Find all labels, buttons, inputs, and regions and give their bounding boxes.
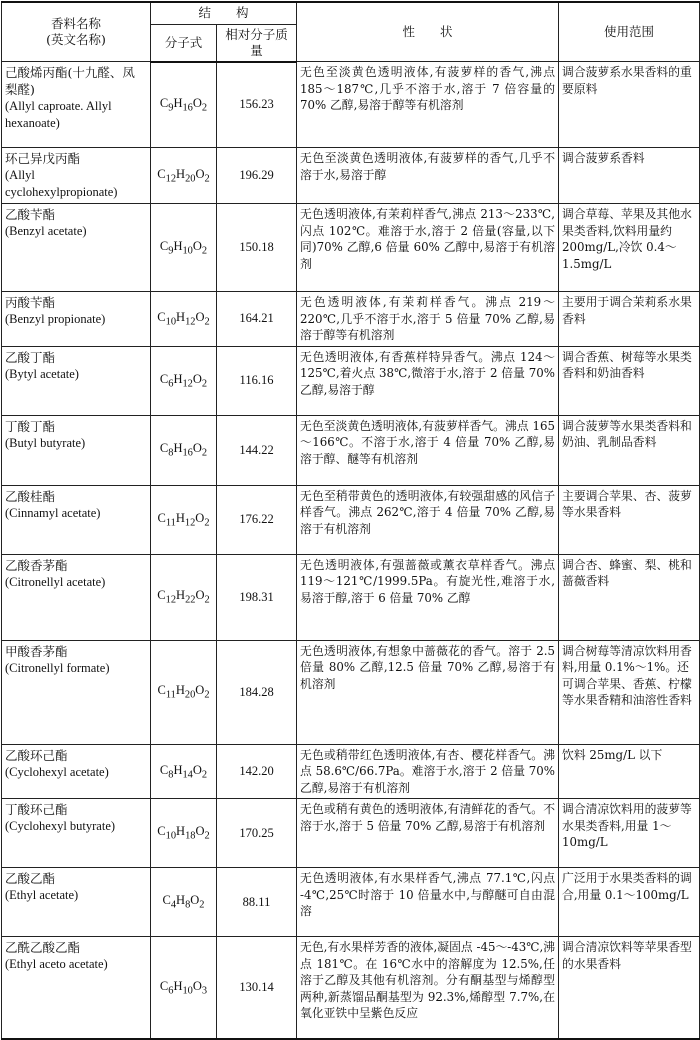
formula-subscript: 2: [201, 769, 208, 780]
table-row: [2, 744, 700, 799]
cell-formula: [151, 346, 217, 415]
cell-name: [2, 744, 151, 799]
formula-element: O: [195, 310, 205, 324]
formula-element: O: [190, 893, 200, 908]
cell-formula: [151, 62, 217, 148]
formula-element: H: [176, 166, 186, 181]
cell-formula: [151, 204, 217, 292]
table-header: [2, 2, 700, 62]
formula-element: H: [176, 824, 186, 839]
cell-formula: [151, 485, 217, 554]
cell-name: [2, 554, 151, 640]
cell-name: [2, 204, 151, 292]
formula-subscript: 20: [185, 173, 196, 185]
formula-subscript: 2: [204, 316, 210, 328]
formula-element: O: [192, 371, 202, 386]
name-en: (Allyl cyclohexylpropionate): [5, 168, 118, 199]
name-en: (Ethyl aceto acetate): [5, 957, 108, 971]
name-cn: 乙酸桂酯: [5, 488, 56, 504]
cell-name: [2, 868, 151, 937]
cell-property: 无色或稍有黄色的透明液体,有清鲜花的香气。不溶于水,溶于 5 倍量 70% 乙醇,易溶于有机溶剂: [297, 799, 559, 868]
formula-subscript: 2: [201, 102, 208, 114]
cell-usage: 广泛用于水果类香料的调合,用量 0.1～100mg/L: [559, 868, 700, 937]
name-en: (Ethyl acetate): [5, 888, 79, 902]
formula-subscript: 9: [168, 102, 174, 114]
formula-element: C: [162, 893, 171, 908]
formula-subscript: 8: [185, 899, 191, 911]
formula-subscript: 2: [201, 447, 208, 459]
formula-subscript: 22: [185, 594, 196, 606]
formula-subscript: 20: [184, 689, 196, 701]
header-usage: 使用范围: [559, 2, 700, 62]
cell-property: 无色透明液体,有茉莉样香气。沸点 219～220℃,几乎不溶于水,溶于 5 倍量 70% 乙醇,易溶于醇等有机溶剂: [297, 292, 559, 347]
cell-usage: 调合草莓、苹果及其他水果类香料,饮料用量约 200mg/L,冷饮 0.4～1.5mg/L: [559, 204, 700, 292]
formula-element: C: [157, 683, 166, 698]
formula-element: O: [195, 824, 205, 839]
name-cn: 乙酸苄酯: [5, 207, 56, 222]
table-row: [2, 799, 700, 868]
table-row: [2, 204, 700, 292]
formula-element: C: [157, 824, 166, 839]
formula-subscript: 14: [182, 769, 193, 780]
cell-property: 无色或稍带红色透明液体,有杏、樱花样香气。沸点 58.6℃/66.7Pa。难溶于水,溶于 2 倍量 70% 乙醇,易溶于有机溶剂: [297, 744, 559, 799]
formula-subscript: 16: [182, 447, 193, 459]
cell-formula: [151, 292, 217, 347]
formula-subscript: 12: [185, 316, 196, 328]
formula-element: C: [157, 510, 166, 525]
name-cn: 甲酸香茅酯: [5, 643, 68, 659]
cell-property: 无色透明液体,有香蕉样特异香气。沸点 124～125℃,着火点 38℃,微溶于水,溶于 2 倍量 70% 乙醇,易溶于醇: [297, 346, 559, 415]
name-en: (Cyclohexyl acetate): [5, 764, 109, 779]
table-row: [2, 868, 700, 937]
cell-formula: [151, 799, 217, 868]
formula-element: O: [195, 166, 205, 181]
formula-element: C: [159, 441, 169, 456]
formula-subscript: 11: [165, 689, 176, 701]
header-formula: 分子式: [151, 24, 217, 62]
formula-element: O: [195, 683, 205, 698]
cell-property: 无色透明液体,有水果样香气,沸点 77.1℃,闪点 -4℃,25℃时溶于 10 倍量水中,与醇醚可自由混溶: [297, 868, 559, 937]
table-row: [2, 554, 700, 640]
cell-mass: 144.22: [217, 415, 297, 485]
name-en: (Allyl caproate. Allyl hexanoate): [5, 99, 112, 130]
formula-element: O: [195, 510, 205, 525]
formula-element: H: [175, 510, 185, 525]
cell-property: 无色,有水果样芳香的液体,凝固点 -45～-43℃,沸点 181℃。在 16℃水中的溶解度为 12.5%,任溶于乙醇及其他有机溶剂。分有酮基型与烯醇型两种,新蒸馏品酮基型为 92.3%,烯醇型 7.7%,在氧化亚铁中呈紫色反应: [297, 937, 559, 1039]
cell-formula: [151, 640, 217, 744]
formula-subscript: 2: [201, 378, 208, 390]
name-cn: 乙酸环己酯: [5, 747, 68, 763]
formula-element: C: [159, 96, 169, 110]
cell-mass: 170.25: [217, 799, 297, 868]
formula-element: H: [176, 588, 186, 603]
name-en: (Benzyl propionate): [5, 312, 106, 326]
cell-usage: 调合菠萝系水果香料的重要原料: [559, 62, 700, 148]
formula-element: C: [159, 978, 169, 993]
formula-element: H: [173, 978, 183, 993]
formula-subscript: 11: [165, 517, 176, 529]
formula-element: O: [192, 96, 202, 110]
formula-subscript: 2: [204, 689, 210, 701]
formula-element: H: [173, 371, 183, 386]
table-row: [2, 148, 700, 204]
cell-mass: 184.28: [217, 640, 297, 744]
cell-mass: 116.16: [217, 346, 297, 415]
cell-name: [2, 346, 151, 415]
cell-property: 无色至淡黄色透明液体,有菠萝样的香气,沸点 185～187℃,几乎不溶于水,溶于 7 倍容量的 70% 乙醇,易溶于醇等有机溶剂: [297, 62, 559, 148]
formula-subscript: 6: [168, 985, 174, 996]
formula-element: H: [175, 683, 185, 698]
formula-subscript: 6: [168, 378, 174, 390]
cell-name: [2, 937, 151, 1039]
formula-element: O: [192, 238, 202, 253]
header-name-en: (英文名称): [46, 32, 106, 47]
table-body: [2, 62, 700, 1039]
cell-usage: 调合树莓等清凉饮料用香料,用量 0.1%～1%。还可调合苹果、香蕉、柠檬等水果香精和油溶性香料: [559, 640, 700, 744]
cell-usage: 调合杏、蜂蜜、梨、桃和蔷薇香料: [559, 554, 700, 640]
cell-formula: [151, 868, 217, 937]
cell-property: 无色至稍带黄色的透明液体,有较强甜感的风信子样香气。沸点 262℃,溶于 4 倍量 70% 乙醇,易溶于有机溶剂: [297, 485, 559, 554]
formula-element: C: [159, 238, 169, 253]
flavor-ester-table: [1, 1, 700, 1040]
formula-subscript: 2: [204, 173, 210, 185]
formula-element: C: [159, 762, 169, 777]
formula-subscript: 3: [201, 985, 208, 996]
formula-subscript: 2: [204, 594, 210, 606]
name-cn: 乙酸丁酯: [5, 349, 56, 365]
name-cn: 乙酸乙酯: [5, 871, 56, 886]
name-en: (Bytyl acetate): [5, 366, 79, 381]
formula-element: C: [157, 310, 166, 324]
name-en: (Cyclohexyl butyrate): [5, 819, 116, 833]
formula-element: O: [192, 978, 202, 993]
formula-element: H: [173, 441, 183, 456]
cell-formula: [151, 148, 217, 204]
formula-subscript: 10: [182, 985, 193, 996]
table-row: [2, 485, 700, 554]
cell-mass: 142.20: [217, 744, 297, 799]
name-en: (Benzyl acetate): [5, 224, 87, 238]
cell-mass: 164.21: [217, 292, 297, 347]
cell-formula: [151, 937, 217, 1039]
cell-mass: 176.22: [217, 485, 297, 554]
formula-element: C: [157, 588, 166, 603]
cell-usage: 调合清凉饮料用的菠萝等水果类香料,用量 1～10mg/L: [559, 799, 700, 868]
cell-name: [2, 62, 151, 148]
cell-name: [2, 148, 151, 204]
cell-usage: 主要用于调合茉莉系水果香料: [559, 292, 700, 347]
table-row: [2, 292, 700, 347]
formula-subscript: 16: [182, 102, 193, 114]
cell-formula: [151, 554, 217, 640]
name-cn: 乙酰乙酸乙酯: [5, 940, 81, 955]
formula-subscript: 2: [204, 517, 210, 529]
table-row: [2, 640, 700, 744]
header-structure: 结 构: [151, 2, 297, 24]
formula-element: H: [173, 762, 183, 777]
cell-mass: 88.11: [217, 868, 297, 937]
cell-name: [2, 485, 151, 554]
formula-element: H: [173, 96, 183, 110]
formula-subscript: 10: [165, 830, 177, 842]
table-row: [2, 62, 700, 148]
formula-element: C: [157, 166, 166, 181]
table-row: [2, 937, 700, 1039]
cell-name: [2, 640, 151, 744]
formula-subscript: 12: [165, 173, 177, 185]
formula-element: H: [173, 238, 183, 253]
formula-element: O: [192, 441, 202, 456]
formula-subscript: 8: [168, 447, 174, 459]
cell-name: [2, 292, 151, 347]
cell-name: [2, 415, 151, 485]
cell-formula: [151, 415, 217, 485]
table-row: [2, 415, 700, 485]
formula-subscript: 10: [165, 316, 177, 328]
cell-name: [2, 799, 151, 868]
cell-property: 无色至淡黄色透明液体,有菠萝样的香气,几乎不溶于水,易溶于醇: [297, 148, 559, 204]
formula-element: O: [195, 588, 205, 603]
formula-subscript: 8: [168, 769, 174, 780]
cell-formula: [151, 744, 217, 799]
table-row: [2, 346, 700, 415]
name-en: (Citronellyl acetate): [5, 574, 106, 589]
name-cn: 丁酸环己酯: [5, 802, 68, 817]
cell-mass: 196.29: [217, 148, 297, 204]
header-property: 性 状: [297, 2, 559, 62]
formula-subscript: 10: [182, 245, 193, 257]
formula-subscript: 9: [168, 245, 174, 257]
formula-subscript: 12: [184, 517, 196, 529]
name-cn: 丁酸丁酯: [5, 418, 56, 434]
cell-property: 无色透明液体,有茉莉样香气,沸点 213～233℃,闪点 102℃。难溶于水,溶于 2 倍量(容量,以下同)70% 乙醇,6 倍量 60% 乙醇中,易溶于有机溶剂: [297, 204, 559, 292]
cell-mass: 150.18: [217, 204, 297, 292]
name-cn: 己酸烯丙酯(十九醛、凤梨醛): [5, 65, 135, 97]
formula-element: O: [192, 762, 202, 777]
name-cn: 丙酸苄酯: [5, 295, 56, 310]
formula-subscript: 2: [204, 830, 210, 842]
name-en: (Cinnamyl acetate): [5, 505, 101, 520]
name-cn: 乙酸香茅酯: [5, 557, 68, 573]
cell-usage: 调合清凉饮料等苹果香型的水果香料: [559, 937, 700, 1039]
cell-usage: 调合菠萝系香料: [559, 148, 700, 204]
formula-element: H: [176, 893, 186, 908]
cell-usage: 调合香蕉、树莓等水果类香料和奶油香料: [559, 346, 700, 415]
formula-subscript: 2: [201, 245, 208, 257]
formula-subscript: 4: [170, 899, 177, 911]
header-name-cn: 香料名称: [50, 16, 101, 31]
cell-usage: 调合菠萝等水果类香料和奶油、乳制品香料: [559, 415, 700, 485]
cell-mass: 130.14: [217, 937, 297, 1039]
name-en: (Butyl butyrate): [5, 435, 86, 450]
cell-usage: 饮料 25mg/L 以下: [559, 744, 700, 799]
header-mass: 相对分子质量: [217, 24, 297, 62]
formula-subscript: 12: [165, 594, 177, 606]
name-en: (Citronellyl formate): [5, 660, 110, 675]
name-cn: 环己异戊丙酯: [5, 151, 81, 166]
formula-element: H: [176, 310, 186, 324]
cell-mass: 156.23: [217, 62, 297, 148]
cell-usage: 主要调合苹果、杏、菠萝等水果香料: [559, 485, 700, 554]
formula-element: C: [159, 371, 169, 386]
cell-property: 无色透明液体,有强蔷薇或薰衣草样香气。沸点 119～121℃/1999.5Pa。有旋光性,难溶于水,易溶于醇,溶于 6 倍量 70% 乙醇: [297, 554, 559, 640]
formula-subscript: 12: [182, 378, 193, 390]
formula-subscript: 18: [185, 830, 196, 842]
cell-property: 无色透明液体,有想象中蔷薇花的香气。溶于 2.5 倍量 80% 乙醇,12.5 倍量 70% 乙醇,易溶于有机溶剂: [297, 640, 559, 744]
formula-subscript: 2: [199, 899, 205, 911]
cell-mass: 198.31: [217, 554, 297, 640]
header-name: [2, 2, 151, 62]
cell-property: 无色至淡黄色透明液体,有菠萝样香气。沸点 165～166℃。不溶于水,溶于 4 倍量 70% 乙醇,易溶于醇、醚等有机溶剂: [297, 415, 559, 485]
